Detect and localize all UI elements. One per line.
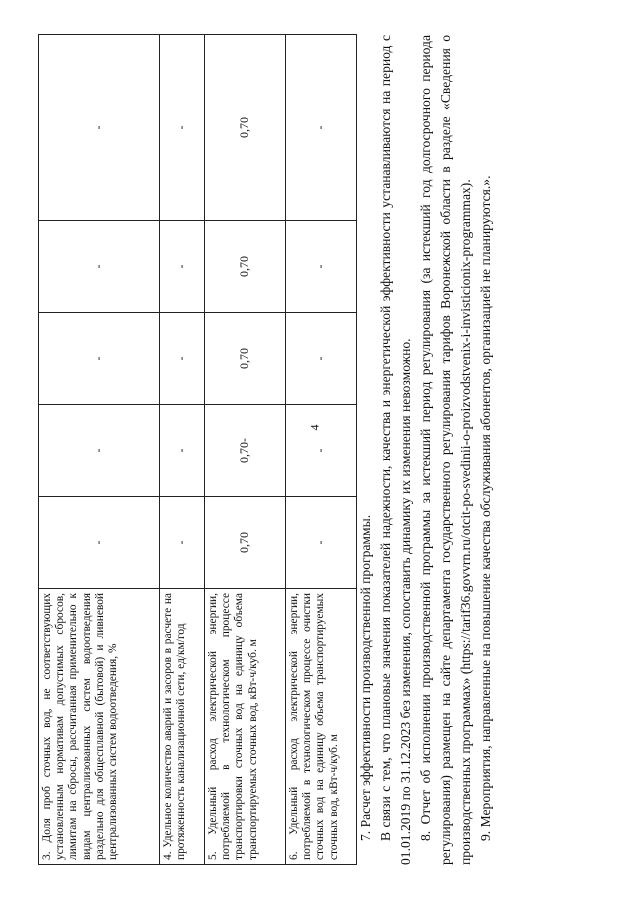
indicator-value: -: [160, 405, 205, 497]
indicator-value: -: [39, 405, 160, 497]
table-row: [39, 35, 160, 865]
indicator-value: -: [39, 497, 160, 589]
indicator-value: -: [286, 313, 357, 405]
indicator-value: 0,70: [205, 313, 286, 405]
section-7-body: В связи с тем, что плановые значения показателей надежности, качества и энергетической эффективности устанавливаются на период с 01.01.2019 по 31.12.2023 без изменения, сопоставить динамику их изменения невозможно.: [378, 35, 413, 865]
indicator-value: -: [39, 35, 160, 221]
indicator-value: 0,70: [205, 221, 286, 313]
indicator-label: 6. Удельный расход электрической энергии, потребляемой в технологическом процессе очистки сточных вод на единицу объема транспортируемых сточных вод, кВт-ч/куб. м: [286, 589, 357, 865]
indicator-value: -: [286, 405, 357, 497]
indicator-value: -: [160, 35, 205, 221]
table-row: [160, 35, 205, 865]
indicators-table: [38, 34, 357, 865]
page-number: 4: [307, 424, 322, 431]
rotated-page-content: [38, 35, 598, 865]
table-row: [286, 35, 357, 865]
indicator-value: -: [286, 35, 357, 221]
indicator-label: 5. Удельный расход электрической энергии, потребляемой в технологическом процессе транспортировки сточных вод на единицу объема транспортируемых сточных вод, кВт-ч/куб. м: [205, 589, 286, 865]
indicator-value: -: [286, 497, 357, 589]
indicator-label: 3. Доля проб сточных вод, не соответствующих установленным нормативам допустимых сбросов, лимитам на сбросы, рассчитанная применительно к видам централизованных систем водоотведения раздельно для общесплавной (бытовой) и ливневой централизованных систем водоотведения, %: [39, 589, 160, 865]
indicator-value: -: [39, 313, 160, 405]
table-row: [205, 35, 286, 865]
section-7: [356, 35, 496, 865]
indicator-value: -: [160, 221, 205, 313]
indicator-value: -: [286, 221, 357, 313]
indicator-value: -: [160, 313, 205, 405]
indicator-value: 0,70: [205, 35, 286, 221]
section-8: 8. Отчет об исполнении производственной программы за истекший период регулирования (за истекший год долгосрочного периода регулирования) размещен на сайте департамента государственного регулирования тарифов Воронежской области в разделе «Сведения о производственных программах» (https://tarif36.govvrn.ru/otcit-po-svedinii-o-proizvodstvenix-i-invisticionix-programmax).: [418, 35, 473, 865]
section-9: 9. Мероприятия, направленные на повышение качества обслуживания абонентов, организацией не планируются.».: [478, 175, 493, 841]
indicator-value: -: [160, 497, 205, 589]
indicator-value: 0,70-: [205, 405, 286, 497]
indicator-value: 0,70: [205, 497, 286, 589]
indicator-label: 4. Удельное количество аварий и засоров в расчете на протяженность канализационной сети, ед/км/год: [160, 589, 205, 865]
indicator-value: -: [39, 221, 160, 313]
section-7-heading: 7. Расчет эффективности производственной программы.: [358, 514, 373, 841]
